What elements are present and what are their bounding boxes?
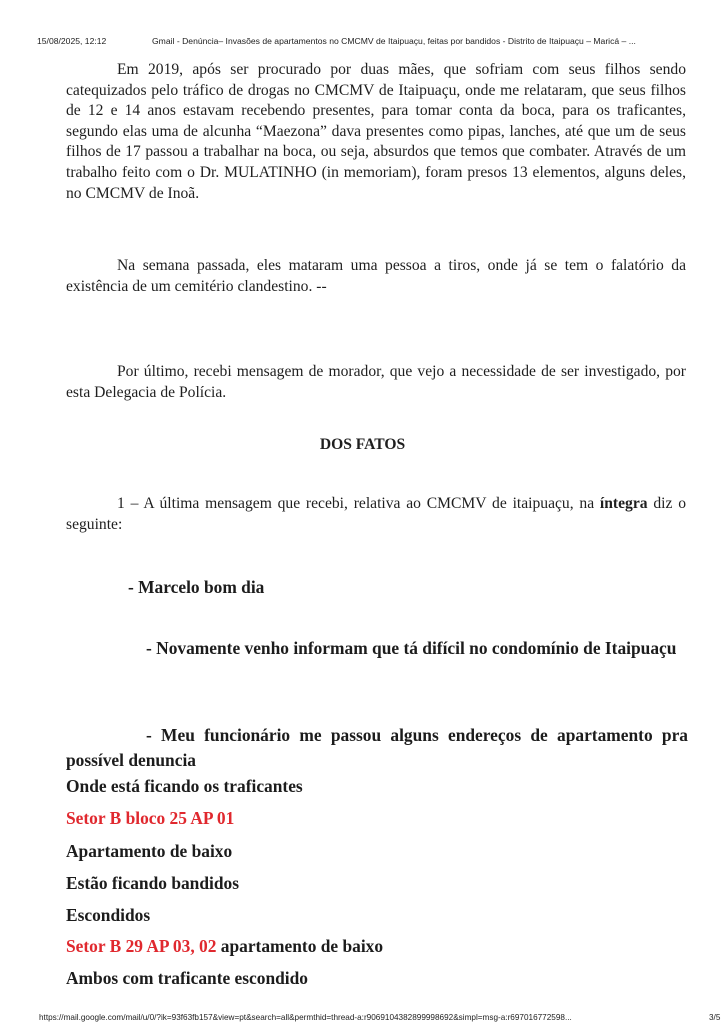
fact-1-bold-word: íntegra	[599, 495, 648, 512]
section-heading-dos-fatos: DOS FATOS	[319, 436, 406, 453]
message-greeting: - Marcelo bom dia	[128, 577, 265, 597]
address-highlight-1: Setor B bloco 25 AP 01	[66, 808, 235, 828]
paragraph-last-week: Na semana passada, eles mataram uma pessoa a tiros, onde já se tem o falatório da existência de um cemitério clandestino. --	[66, 257, 686, 295]
message-line-employee: - Meu funcionário me passou alguns endereços de apartamento pra possível denuncia	[66, 725, 688, 770]
message-line-address-2	[66, 936, 383, 957]
paragraph-last-message: Por último, recebi mensagem de morador, que vejo a necessidade de ser investigado, por esta Delegacia de Polícia.	[66, 363, 686, 401]
message-line-apartment-below: Apartamento de baixo	[66, 841, 233, 861]
message-line-hidden: Escondidos	[66, 905, 151, 925]
print-datetime: 15/08/2025, 12:12	[37, 36, 107, 46]
page-number: 3/5	[709, 1013, 721, 1022]
message-line-both: Ambos com traficante escondido	[66, 968, 308, 988]
paragraph-2019-history: Em 2019, após ser procurado por duas mães, que sofriam com seus filhos sendo catequizados pelo tráfico de drogas no CMCMV de Itaipuaçu, onde me relataram, que seus filhos de 12 e 14 anos estavam recebendo presentes, para tomar conta da boca, para os traficantes, segundo elas uma de alcunha “Maezona” dava presentes como pipas, lanches, até que um de seus filhos de 17 passou a trabalhar na boca, ou seja, absurdos que temos que combater. Através de um trabalho feito com o Dr. MULATINHO (in memoriam), foram presos 13 elementos, alguns deles, no CMCMV de Inoã.	[66, 61, 686, 202]
print-url: https://mail.google.com/mail/u/0/?ik=93f63fb157&view=pt&search=all&permthid=thread-a:r9069104382899998692&simpl=msg-a:r697016772598...	[39, 1013, 572, 1022]
address-highlight-2: Setor B 29 AP 03, 02	[66, 936, 217, 956]
address-2-suffix: apartamento de baixo	[216, 936, 384, 956]
fact-1-text-end: diz o seguinte:	[66, 495, 686, 533]
fact-1-paragraph	[66, 494, 686, 535]
message-line-where: Onde está ficando os traficantes	[66, 776, 303, 796]
fact-1-text-start: 1 – A última mensagem que recebi, relativa ao CMCMV de itaipuaçu, na	[117, 495, 600, 512]
print-title: Gmail - Denúncia– Invasões de apartamentos no CMCMV de Itaipuaçu, feitas por bandidos - Distrito de Itaipuaçu – Maricá – ...	[152, 36, 636, 46]
message-line-bandits: Estão ficando bandidos	[66, 873, 239, 893]
message-line-difficult: - Novamente venho informam que tá difícil no condomínio de Itaipuaçu	[146, 638, 677, 658]
